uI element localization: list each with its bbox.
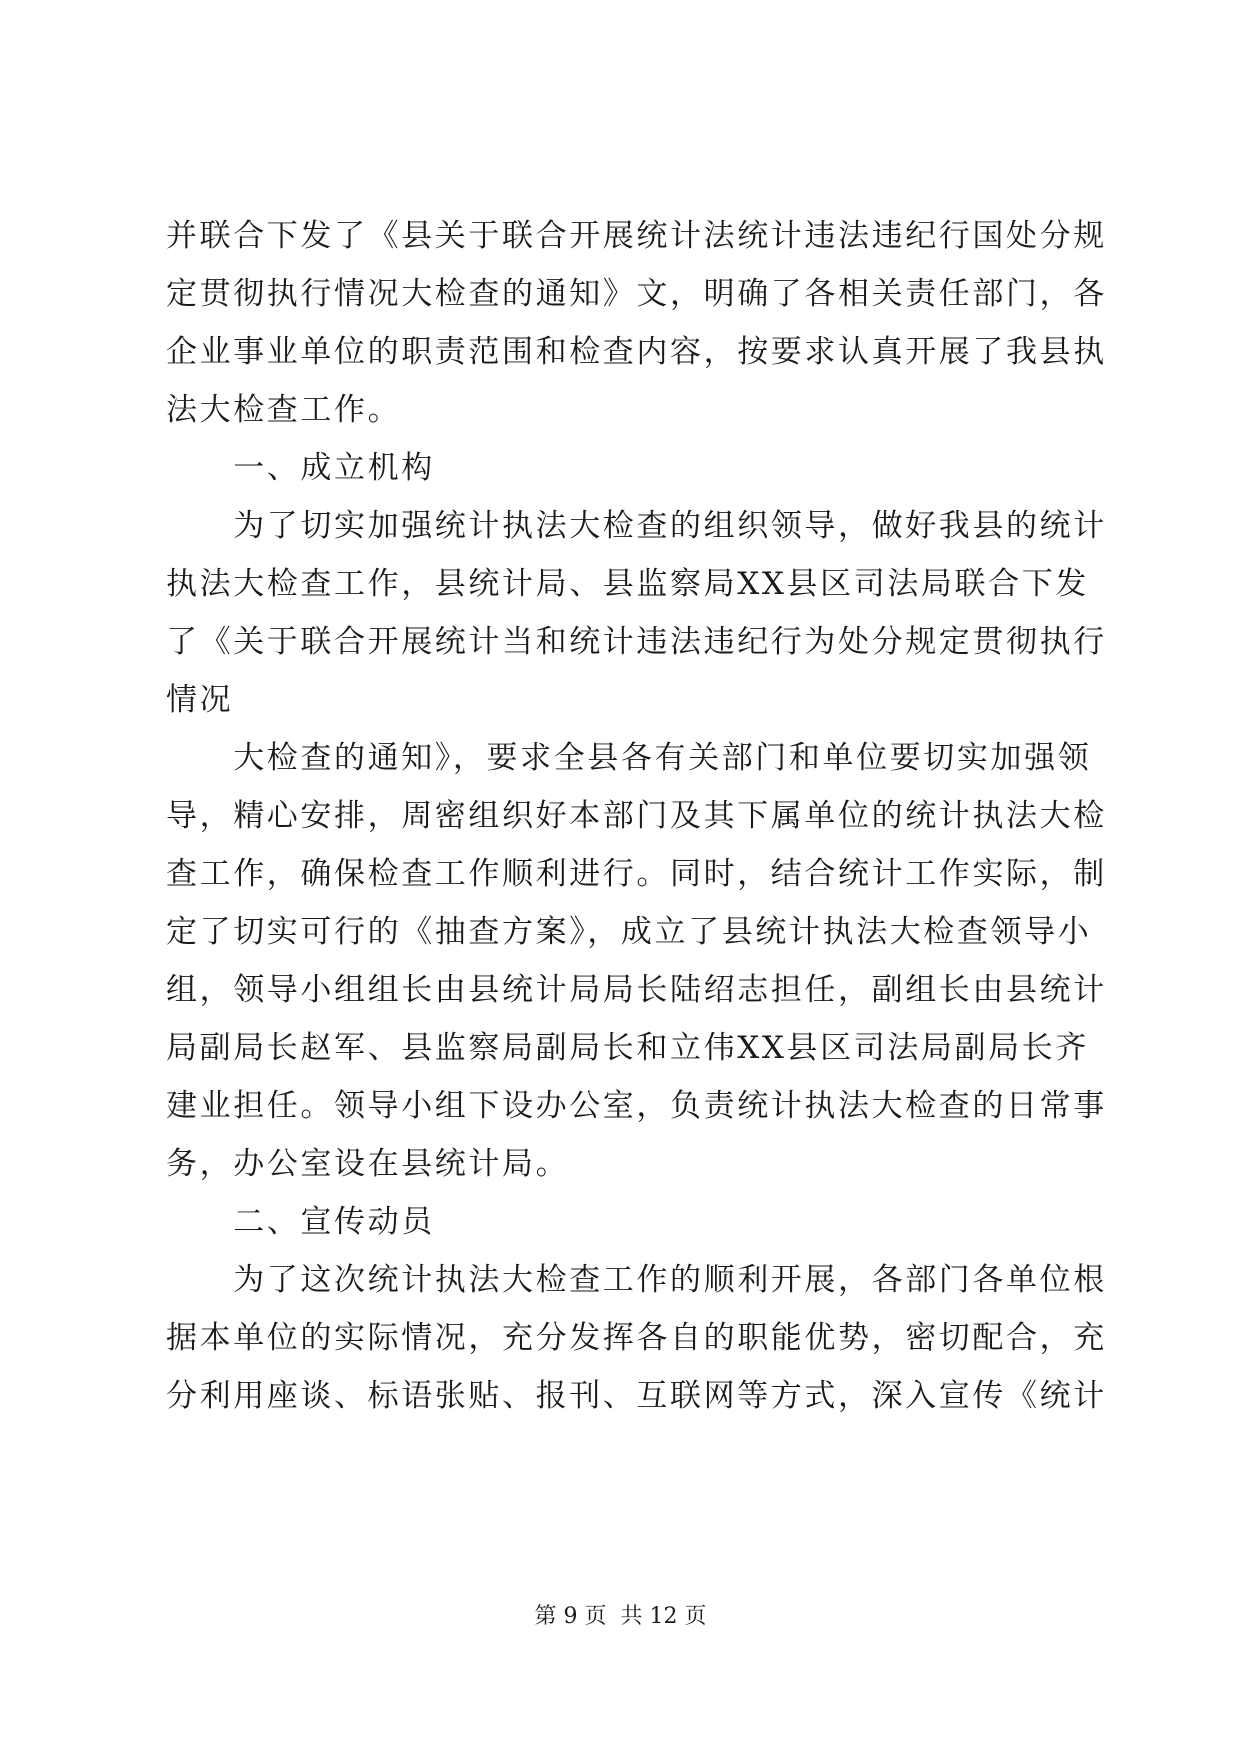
body-line: 大检查的通知》，要求全县各有关部门和单位要切实加强领 (166, 740, 1092, 776)
body-line: 为了这次统计执法大检查工作的顺利开展，各部门各单位根 (166, 1262, 1107, 1298)
body-line: 局副局长赵军、县监察局副局长和立伟XX县区司法局副局长齐 (166, 1030, 1089, 1066)
body-line: 情况 (166, 682, 234, 718)
body-line: 据本单位的实际情况，充分发挥各自的职能优势，密切配合，充 (166, 1320, 1107, 1356)
section-heading: 二、宣传动员 (166, 1204, 435, 1240)
body-line: 定了切实可行的《抽查方案》，成立了县统计执法大检查领导小 (166, 914, 1092, 950)
body-line: 企业事业单位的职责范围和检查内容，按要求认真开展了我县执 (166, 334, 1107, 370)
body-line: 务，办公室设在县统计局。 (166, 1146, 570, 1182)
body-line: 法大检查工作。 (166, 392, 402, 428)
body-line: 为了切实加强统计执法大检查的组织领导，做好我县的统计 (166, 508, 1107, 544)
body-line: 组，领导小组组长由县统计局局长陆绍志担任，副组长由县统计 (166, 972, 1107, 1008)
body-line: 了《关于联合开展统计当和统计违法违纪行为处分规定贯彻执行 (166, 624, 1107, 660)
body-line: 执法大检查工作，县统计局、县监察局XX县区司法局联合下发 (166, 566, 1089, 602)
body-line: 建业担任。领导小组下设办公室，负责统计执法大检查的日常事 (166, 1088, 1107, 1124)
body-line: 并联合下发了《县关于联合开展统计法统计违法违纪行国处分规 (166, 218, 1107, 254)
body-line: 分利用座谈、标语张贴、报刊、互联网等方式，深入宣传《统计 (166, 1378, 1107, 1414)
body-line: 查工作，确保检查工作顺利进行。同时，结合统计工作实际，制 (166, 856, 1107, 892)
body-line: 定贯彻执行情况大检查的通知》文，明确了各相关责任部门，各 (166, 276, 1107, 312)
section-heading: 一、成立机构 (166, 450, 435, 486)
body-line: 导，精心安排，周密组织好本部门及其下属单位的统计执法大检 (166, 798, 1107, 834)
page-number-footer: 第 9 页 共 12 页 (534, 1604, 707, 1629)
